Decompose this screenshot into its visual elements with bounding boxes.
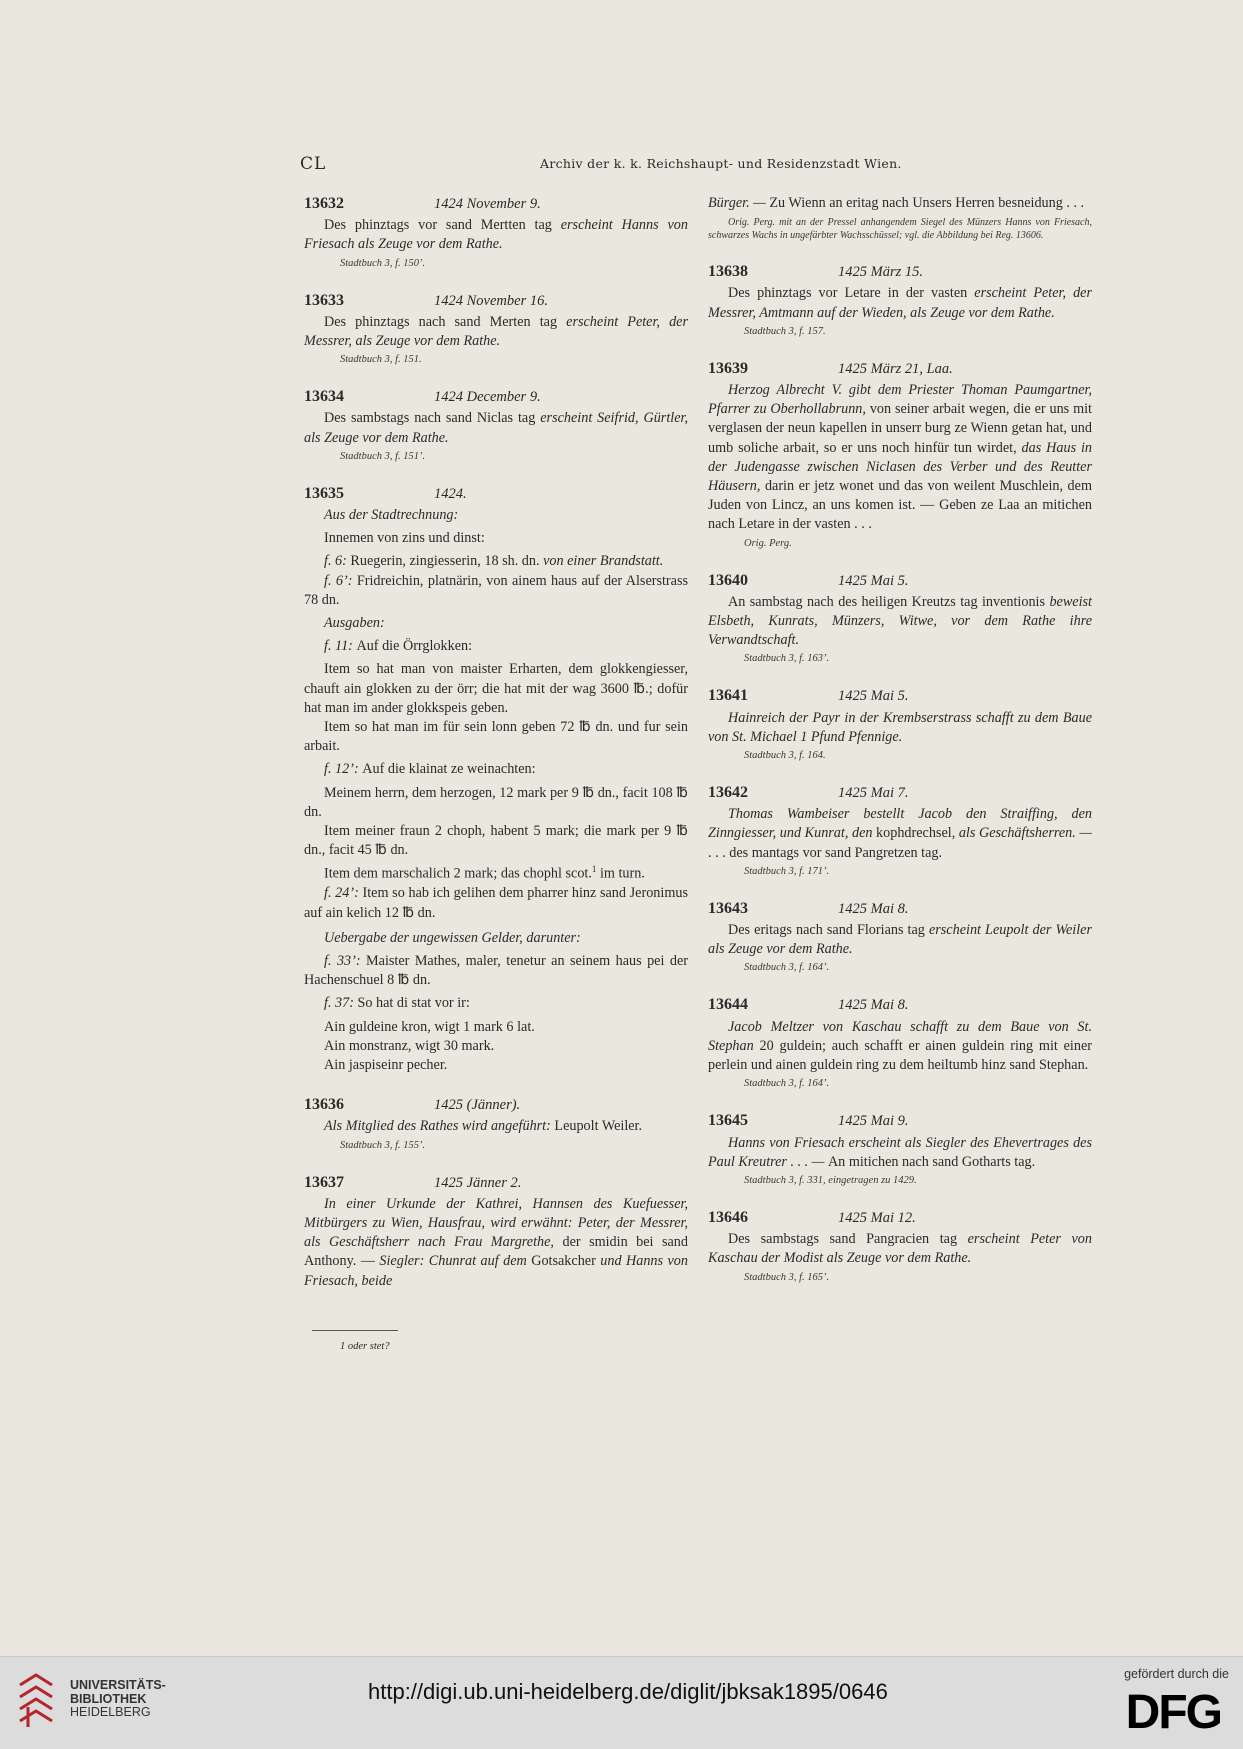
entry-text: Thomas Wambeiser bestellt Jacob den Straiffing, den Zinngiesser, und Kunrat, den kophdrechsel, als Geschäftsherren. — . . . des mantags vor sand Pangretzen tag. xyxy=(708,806,1092,861)
entry-number: 13642 xyxy=(708,784,748,802)
text-line: f. 6: Ruegerin, zingiesserin, 18 sh. dn. von einer Brandstatt. xyxy=(324,553,664,570)
entry-13642 xyxy=(708,783,1092,879)
text-line: f. 12’: Auf die klainat ze weinachten: xyxy=(324,761,536,778)
entry-source: Stadtbuch 3, f. 155’. xyxy=(340,1139,426,1151)
entry-number: 13644 xyxy=(708,996,748,1014)
text-line: Item so hat man von maister Erharten, dem glokkengiesser, chauft ain glokken zu der örr; die hat mit der wag 3600 ℔.; dofür hat man im ander glokkspeis geben. xyxy=(304,661,688,716)
entry-13639 xyxy=(708,359,1092,551)
entry-date: 1425 Mai 9. xyxy=(838,1113,909,1130)
entry-number: 13641 xyxy=(708,687,748,705)
text-line: Ausgaben: xyxy=(324,615,385,632)
right-column xyxy=(708,194,1092,1305)
entry-number: 13632 xyxy=(304,195,344,212)
entry-text: Des phinztags nach sand Merten tag erscheint Peter, der Messrer, als Zeuge vor dem Rathe. xyxy=(304,313,688,350)
text-line: Ain jaspiseinr pecher. xyxy=(324,1057,448,1074)
entry-13634 xyxy=(304,387,688,464)
entry-source: Stadtbuch 3, f. 165’. xyxy=(744,1271,830,1283)
text-line: f. 11: Auf die Örrglokken: xyxy=(324,638,473,655)
text-line: Ain monstranz, wigt 30 mark. xyxy=(324,1037,495,1054)
permalink-url[interactable]: http://digi.ub.uni-heidelberg.de/diglit/jbksak1895/0646 xyxy=(368,1679,888,1704)
text-line: Innemen von zins und dinst: xyxy=(324,530,485,547)
entry-source: Stadtbuch 3, f. 157. xyxy=(744,325,826,337)
entry-number: 13646 xyxy=(708,1208,748,1226)
entry-13641 xyxy=(708,686,1092,763)
text-line: f. 33’: Maister Mathes, maler, tenetur an seinem haus pei der Hachenschuel 8 ℔ dn. xyxy=(304,953,688,989)
entry-text: An sambstag nach des heiligen Kreutzs tag inventionis beweist Elsbeth, Kunrats, Münzers, Witwe, vor dem Rathe ihre Verwandtschaft. xyxy=(708,593,1092,649)
entry-number: 13637 xyxy=(304,1173,344,1191)
entry-date: 1425 Jänner 2. xyxy=(434,1174,522,1191)
entry-13636 xyxy=(304,1095,688,1152)
entry-number: 13634 xyxy=(304,388,344,406)
entry-date: 1424 November 9. xyxy=(434,196,541,212)
entry-text: Bürger. — Zu Wienn an eritag nach Unsers Herren besneidung . . . xyxy=(708,195,1085,211)
entry-number: 13636 xyxy=(304,1096,344,1114)
entry-13632 xyxy=(304,194,688,271)
entry-number: 13633 xyxy=(304,291,344,309)
entry-13640 xyxy=(708,571,1092,667)
entry-number: 13638 xyxy=(708,263,748,281)
funding-note: gefördert durch die xyxy=(1124,1667,1229,1681)
entry-text: Jacob Meltzer von Kaschau schafft zu dem Baue von St. Stephan 20 guldein; auch schafft er ainen guldein ring mit einer perlein und ainen guldein ring zu dem heiltumb hinz sand Stephan. xyxy=(708,1018,1092,1074)
entry-13643 xyxy=(708,899,1092,976)
entry-number: 13635 xyxy=(304,484,344,502)
text-line: Meinem herrn, dem herzogen, 12 mark per 9 ℔ dn., facit 108 ℔ dn. xyxy=(304,784,688,820)
text-line: f. 6’: Fridreichin, platnärin, von ainem haus auf der Alserstrass 78 dn. xyxy=(304,572,688,608)
entry-13635 xyxy=(304,484,688,1075)
text-line: Ain guldeine kron, wigt 1 mark 6 lat. xyxy=(324,1018,535,1035)
entry-text: Des phinztags vor Letare in der vasten erscheint Peter, der Messrer, Amtmann auf der Wieden, als Zeuge vor dem Rathe. xyxy=(708,285,1092,321)
entry-13637 xyxy=(304,1173,688,1291)
entry-source: Stadtbuch 3, f. 150’. xyxy=(340,257,426,269)
viewer-footer xyxy=(0,1656,1243,1749)
entry-date: 1425 Mai 5. xyxy=(838,572,909,589)
entry-date: 1424 November 16. xyxy=(434,292,548,309)
entry-date: 1425 (Jänner). xyxy=(434,1097,521,1114)
entry-source: Stadtbuch 3, f. 151. xyxy=(340,354,422,366)
entry-date: 1425 März 15. xyxy=(838,264,923,281)
text-line: Aus der Stadtrechnung: xyxy=(324,507,459,524)
entry-date: 1425 März 21, Laa. xyxy=(838,360,953,377)
entry-date: 1425 Mai 7. xyxy=(838,785,909,802)
entry-date: 1425 Mai 8. xyxy=(838,900,909,917)
entry-date: 1425 Mai 5. xyxy=(838,688,909,705)
entry-text: Des sambstags sand Pangracien tag erscheint Peter von Kaschau der Modist als Zeuge vor dem Rathe. xyxy=(708,1231,1092,1267)
text-line: Uebergabe der ungewissen Gelder, darunter: xyxy=(324,929,581,946)
library-logo-icon xyxy=(14,1671,56,1731)
entry-source: Stadtbuch 3, f. 151’. xyxy=(340,450,426,462)
entry-text: Herzog Albrecht V. gibt dem Priester Thoman Paumgartner, Pfarrer zu Oberhollabrunn, von seiner arbait wegen, die er uns mit verglasen der neun kapellen in unserr burg ze Wienn getan hat, und umb soliche arbait, so er uns noch hinfür tun wirdet, das Haus in der Judengasse zwischen Niclasen des Verber und des Reutter Häusern, darin er jetz wonet und das von weilent Muschlein, dem Juden von Lincz, an uns komen ist. — Geben ze Laa an mitichen nach Letare in der vasten . . . xyxy=(708,382,1092,533)
entry-number: 13639 xyxy=(708,359,748,377)
text-line: f. 24’: Item so hab ich gelihen dem pharrer hinz sand Jeronimus auf ain kelich 12 ℔ dn. xyxy=(304,885,688,921)
text-line: f. 37: So hat di stat vor ir: xyxy=(324,995,470,1012)
entry-source: Orig. Perg. xyxy=(744,537,792,549)
entry-13637-continued xyxy=(708,194,1092,242)
footnote: 1 oder stet? xyxy=(340,1341,390,1352)
entry-text: Hainreich der Payr in der Krembserstrass schafft zu dem Baue von St. Michael 1 Pfund Pfennige. xyxy=(708,709,1092,745)
text-line: Item dem marschalich 2 mark; das chophl scot.$^1$ im turn. xyxy=(324,864,645,883)
entry-source: Orig. Perg. mit an der Pressel anhangendem Siegel des Münzers Hanns von Friesach, schwarzes Wachs in ungefärbter Wachsschüssel; vgl. die Abbildung bei Reg. 13606. xyxy=(708,217,1092,241)
footnote-rule xyxy=(312,1330,398,1331)
running-title: Archiv der k. k. Reichshaupt- und Residenzstadt Wien. xyxy=(540,156,902,171)
entry-text: Des eritags nach sand Florians tag erscheint Leupolt der Weiler als Zeuge vor dem Rathe. xyxy=(708,922,1092,958)
text-line: Item meiner fraun 2 choph, habent 5 mark; die mark per 9 ℔ dn., facit 45 ℔ dn. xyxy=(304,823,688,859)
entry-number: 13643 xyxy=(708,899,748,917)
left-column xyxy=(304,194,688,1311)
entry-13633 xyxy=(304,291,688,368)
entry-source: Stadtbuch 3, f. 164’. xyxy=(744,1078,830,1090)
entry-number: 13640 xyxy=(708,571,748,589)
entry-number: 13645 xyxy=(708,1112,748,1130)
entry-date: 1425 Mai 12. xyxy=(838,1209,916,1226)
entry-date: 1424. xyxy=(434,485,467,502)
library-name: UNIVERSITÄTS- BIBLIOTHEK HEIDELBERG xyxy=(70,1678,166,1719)
entry-source: Stadtbuch 3, f. 164’. xyxy=(744,962,830,974)
entry-date: 1425 Mai 8. xyxy=(838,997,909,1014)
entry-text: Des sambstags nach sand Niclas tag erscheint Seifrid, Gürtler, als Zeuge vor dem Rathe. xyxy=(304,410,688,446)
entry-text: Hanns von Friesach erscheint als Siegler des Ehevertrages des Paul Kreutrer . . . — An mitichen nach sand Gotharts tag. xyxy=(708,1134,1092,1170)
entry-source: Stadtbuch 3, f. 171’. xyxy=(744,865,830,877)
entry-source: Stadtbuch 3, f. 164. xyxy=(744,750,826,762)
entry-source: Stadtbuch 3, f. 163’. xyxy=(744,653,830,665)
entry-13638 xyxy=(708,262,1092,339)
page-label: CL xyxy=(300,154,327,174)
entry-text: Als Mitglied des Rathes wird angeführt: Leupolt Weiler. xyxy=(324,1118,643,1135)
entry-text: Des phinztags vor sand Mertten tag erscheint Hanns von Friesach als Zeuge vor dem Rathe. xyxy=(304,217,688,253)
text-line: Item so hat man im für sein lonn geben 72 ℔ dn. und fur sein arbait. xyxy=(304,719,688,755)
entry-date: 1424 December 9. xyxy=(434,389,541,406)
entry-13646 xyxy=(708,1208,1092,1285)
entry-13644 xyxy=(708,995,1092,1091)
entry-source: Stadtbuch 3, f. 331, eingetragen zu 1429. xyxy=(744,1174,917,1186)
dfg-logo: DFG xyxy=(1125,1686,1221,1739)
entry-13645 xyxy=(708,1111,1092,1188)
entry-text: In einer Urkunde der Kathrei, Hannsen des Kuefuesser, Mitbürgers zu Wien, Hausfrau, wird erwähnt: Peter, der Messrer, als Geschäftsherr nach Frau Margrethe, der smidin bei sand Anthony. — Siegler: Chunrat auf dem Gotsakcher und Hanns von Friesach, beide xyxy=(304,1195,688,1289)
